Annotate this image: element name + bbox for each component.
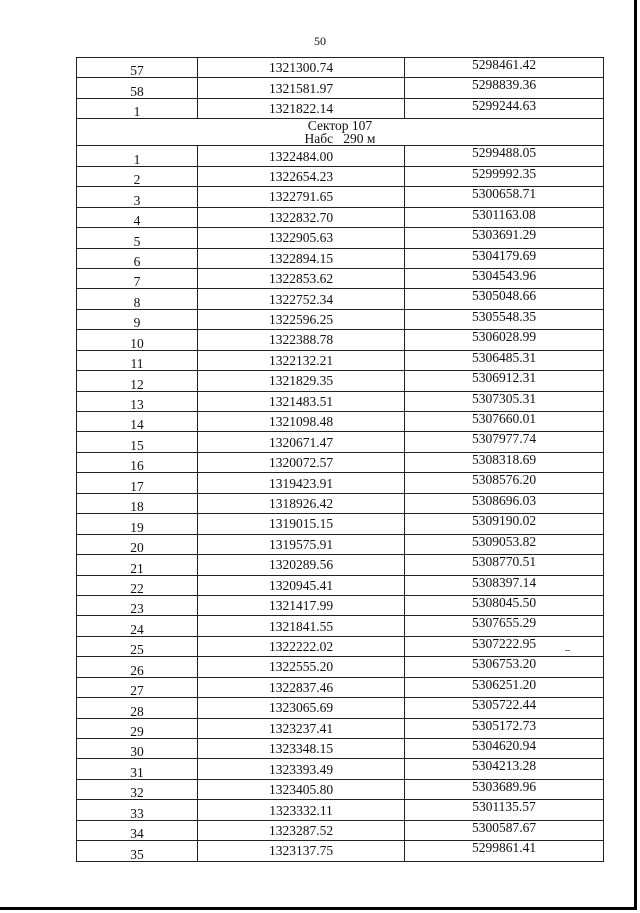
y-coordinate-cell: 5306753.20 [405, 657, 604, 677]
table-row [77, 248, 604, 268]
table-row [77, 330, 604, 350]
x-coordinate-cell: 1323137.75 [198, 841, 405, 861]
point-number-cell: 2 [77, 166, 198, 186]
point-number-cell: 28 [77, 698, 198, 718]
y-coordinate-cell: 5308045.50 [405, 595, 604, 615]
y-coordinate-cell: 5299861.41 [405, 841, 604, 861]
y-coordinate-cell: 5299244.63 [405, 98, 604, 118]
point-number-cell: 26 [77, 657, 198, 677]
x-coordinate-cell: 1321581.97 [198, 78, 405, 98]
point-number-cell: 3 [77, 187, 198, 207]
x-coordinate-cell: 1320945.41 [198, 575, 405, 595]
table-row [77, 78, 604, 98]
table-row [77, 309, 604, 329]
point-number-cell: 8 [77, 289, 198, 309]
x-coordinate-cell: 1322654.23 [198, 166, 405, 186]
table-row [77, 759, 604, 779]
table-row [77, 677, 604, 697]
point-number-cell: 1 [77, 146, 198, 166]
table-row [77, 412, 604, 432]
table-row [77, 391, 604, 411]
point-number-cell: 16 [77, 452, 198, 472]
y-coordinate-cell: 5304543.96 [405, 268, 604, 288]
x-coordinate-cell: 1322894.15 [198, 248, 405, 268]
y-coordinate-cell: 5298839.36 [405, 78, 604, 98]
y-coordinate-cell: 5306485.31 [405, 350, 604, 370]
point-number-cell: 4 [77, 207, 198, 227]
y-coordinate-cell: 5298461.42 [405, 58, 604, 78]
point-number-cell: 18 [77, 493, 198, 513]
point-number-cell: 31 [77, 759, 198, 779]
point-number-cell: 27 [77, 677, 198, 697]
y-coordinate-cell: 5303691.29 [405, 228, 604, 248]
x-coordinate-cell: 1319015.15 [198, 514, 405, 534]
point-number-cell: 29 [77, 718, 198, 738]
sector-title: Сектор 107 [307, 118, 373, 134]
point-number-cell: 15 [77, 432, 198, 452]
y-coordinate-cell: 5307222.95 [405, 636, 604, 656]
table-row [77, 146, 604, 166]
y-coordinate-cell: 5308397.14 [405, 575, 604, 595]
table-row [77, 595, 604, 615]
x-coordinate-cell: 1323332.11 [198, 800, 405, 820]
table-row [77, 636, 604, 656]
point-number-cell: 11 [77, 350, 198, 370]
table-row [77, 452, 604, 472]
y-coordinate-cell: 5305548.35 [405, 309, 604, 329]
x-coordinate-cell: 1322132.21 [198, 350, 405, 370]
table-row [77, 514, 604, 534]
point-number-cell: 7 [77, 268, 198, 288]
table-row [77, 555, 604, 575]
y-coordinate-cell: 5299488.05 [405, 146, 604, 166]
y-coordinate-cell: 5300658.71 [405, 187, 604, 207]
x-coordinate-cell: 1320072.57 [198, 452, 405, 472]
x-coordinate-cell: 1322832.70 [198, 207, 405, 227]
point-number-cell: 25 [77, 636, 198, 656]
table-row [77, 493, 604, 513]
table-row [77, 98, 604, 118]
table-row [77, 187, 604, 207]
x-coordinate-cell: 1323287.52 [198, 820, 405, 840]
x-coordinate-cell: 1323348.15 [198, 739, 405, 759]
table-row [77, 228, 604, 248]
x-coordinate-cell: 1321417.99 [198, 595, 405, 615]
point-number-cell: 32 [77, 779, 198, 799]
x-coordinate-cell: 1322791.65 [198, 187, 405, 207]
y-coordinate-cell: 5303689.96 [405, 779, 604, 799]
x-coordinate-cell: 1323393.49 [198, 759, 405, 779]
table-row [77, 207, 604, 227]
y-coordinate-cell: 5306912.31 [405, 371, 604, 391]
point-number-cell: 58 [77, 78, 198, 98]
x-coordinate-cell: 1321829.35 [198, 371, 405, 391]
x-coordinate-cell: 1321098.48 [198, 412, 405, 432]
point-number-cell: 30 [77, 739, 198, 759]
x-coordinate-cell: 1322837.46 [198, 677, 405, 697]
point-number-cell: 20 [77, 534, 198, 554]
y-coordinate-cell: 5309053.82 [405, 534, 604, 554]
point-number-cell: 17 [77, 473, 198, 493]
y-coordinate-cell: 5307977.74 [405, 432, 604, 452]
y-coordinate-cell: 5305172.73 [405, 718, 604, 738]
x-coordinate-cell: 1322752.34 [198, 289, 405, 309]
table-row [77, 718, 604, 738]
y-coordinate-cell: 5308318.69 [405, 452, 604, 472]
y-coordinate-cell: 5304620.94 [405, 739, 604, 759]
table-row [77, 779, 604, 799]
sector-header-cell [77, 119, 604, 146]
x-coordinate-cell: 1319575.91 [198, 534, 405, 554]
point-number-cell: 9 [77, 309, 198, 329]
y-coordinate-cell: 5301163.08 [405, 207, 604, 227]
table-row [77, 58, 604, 78]
y-coordinate-cell: 5306251.20 [405, 677, 604, 697]
table-row [77, 841, 604, 861]
coordinates-table-body [77, 58, 604, 862]
x-coordinate-cell: 1320289.56 [198, 555, 405, 575]
point-number-cell: 22 [77, 575, 198, 595]
x-coordinate-cell: 1322388.78 [198, 330, 405, 350]
x-coordinate-cell: 1321841.55 [198, 616, 405, 636]
table-row [77, 371, 604, 391]
y-coordinate-cell: 5309190.02 [405, 514, 604, 534]
table-row [77, 657, 604, 677]
table-row [77, 268, 604, 288]
y-coordinate-cell: 5308770.51 [405, 555, 604, 575]
table-row [77, 800, 604, 820]
y-coordinate-cell: 5307305.31 [405, 391, 604, 411]
point-number-cell: 6 [77, 248, 198, 268]
table-row [77, 739, 604, 759]
point-number-cell: 5 [77, 228, 198, 248]
y-coordinate-cell: 5308576.20 [405, 473, 604, 493]
table-row [77, 289, 604, 309]
y-coordinate-cell: 5304179.69 [405, 248, 604, 268]
x-coordinate-cell: 1321300.74 [198, 58, 405, 78]
x-coordinate-cell: 1323237.41 [198, 718, 405, 738]
sector-header-row [77, 119, 604, 146]
point-number-cell: 23 [77, 595, 198, 615]
y-coordinate-cell: 5300587.67 [405, 820, 604, 840]
page-number: 50 [314, 34, 326, 48]
y-coordinate-cell: 5301135.57 [405, 800, 604, 820]
x-coordinate-cell: 1321483.51 [198, 391, 405, 411]
table-row [77, 432, 604, 452]
x-coordinate-cell: 1323065.69 [198, 698, 405, 718]
sector-subtitle: Набс 290 м [304, 131, 376, 146]
x-coordinate-cell: 1319423.91 [198, 473, 405, 493]
table-row [77, 473, 604, 493]
x-coordinate-cell: 1323405.80 [198, 779, 405, 799]
point-number-cell: 10 [77, 330, 198, 350]
y-coordinate-cell: 5306028.99 [405, 330, 604, 350]
table-row [77, 166, 604, 186]
table-row [77, 820, 604, 840]
point-number-cell: 1 [77, 98, 198, 118]
y-coordinate-cell: 5307655.29 [405, 616, 604, 636]
table-row [77, 534, 604, 554]
table-row [77, 616, 604, 636]
x-coordinate-cell: 1322555.20 [198, 657, 405, 677]
y-coordinate-cell: 5307660.01 [405, 412, 604, 432]
x-coordinate-cell: 1318926.42 [198, 493, 405, 513]
x-coordinate-cell: 1322905.63 [198, 228, 405, 248]
y-coordinate-cell: 5305048.66 [405, 289, 604, 309]
table-row [77, 575, 604, 595]
point-number-cell: 19 [77, 514, 198, 534]
point-number-cell: 57 [77, 58, 198, 78]
point-number-cell: 34 [77, 820, 198, 840]
table-row [77, 350, 604, 370]
y-coordinate-cell: 5305722.44 [405, 698, 604, 718]
x-coordinate-cell: 1321822.14 [198, 98, 405, 118]
x-coordinate-cell: 1320671.47 [198, 432, 405, 452]
x-coordinate-cell: 1322853.62 [198, 268, 405, 288]
y-coordinate-cell: 5308696.03 [405, 493, 604, 513]
y-coordinate-cell: 5299992.35 [405, 166, 604, 186]
point-number-cell: 13 [77, 391, 198, 411]
table-row [77, 698, 604, 718]
x-coordinate-cell: 1322596.25 [198, 309, 405, 329]
x-coordinate-cell: 1322222.02 [198, 636, 405, 656]
x-coordinate-cell: 1322484.00 [198, 146, 405, 166]
point-number-cell: 21 [77, 555, 198, 575]
y-coordinate-cell: 5304213.28 [405, 759, 604, 779]
coordinates-table [76, 57, 604, 862]
point-number-cell: 33 [77, 800, 198, 820]
point-number-cell: 24 [77, 616, 198, 636]
point-number-cell: 12 [77, 371, 198, 391]
point-number-cell: 35 [77, 841, 198, 861]
point-number-cell: 14 [77, 412, 198, 432]
